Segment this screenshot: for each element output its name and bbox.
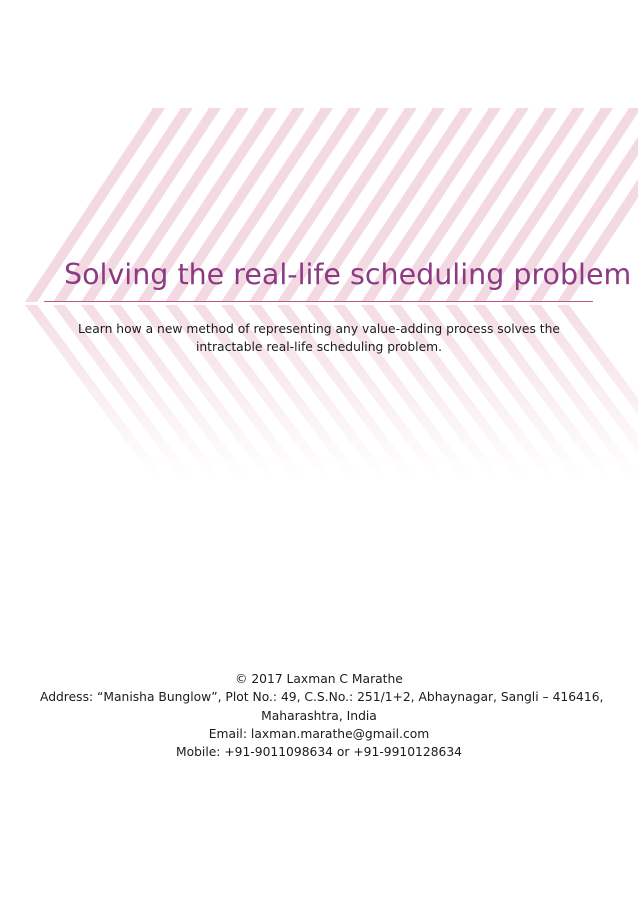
address-line-2: Maharashtra, India [261,708,377,723]
email-text: Email: laxman.marathe@gmail.com [208,726,430,741]
copyright-text: © 2017 Laxman C Marathe [235,672,403,686]
subtitle: Learn how a new method of representing any value-adding process solves the intractable real-life scheduling problem. [78,322,560,354]
page-title: Solving the real-life scheduling problem [64,258,632,291]
mobile-text: Mobile: +91-9011098634 or +91-9910128634 [175,745,463,760]
title-divider [44,301,593,302]
address-line-1: Address: “Manisha Bunglow”, Plot No.: 49, C.S.No.: 251/1+2, Abhaynagar, Sangli – 416416, [40,690,604,705]
contact-footer [40,670,604,761]
